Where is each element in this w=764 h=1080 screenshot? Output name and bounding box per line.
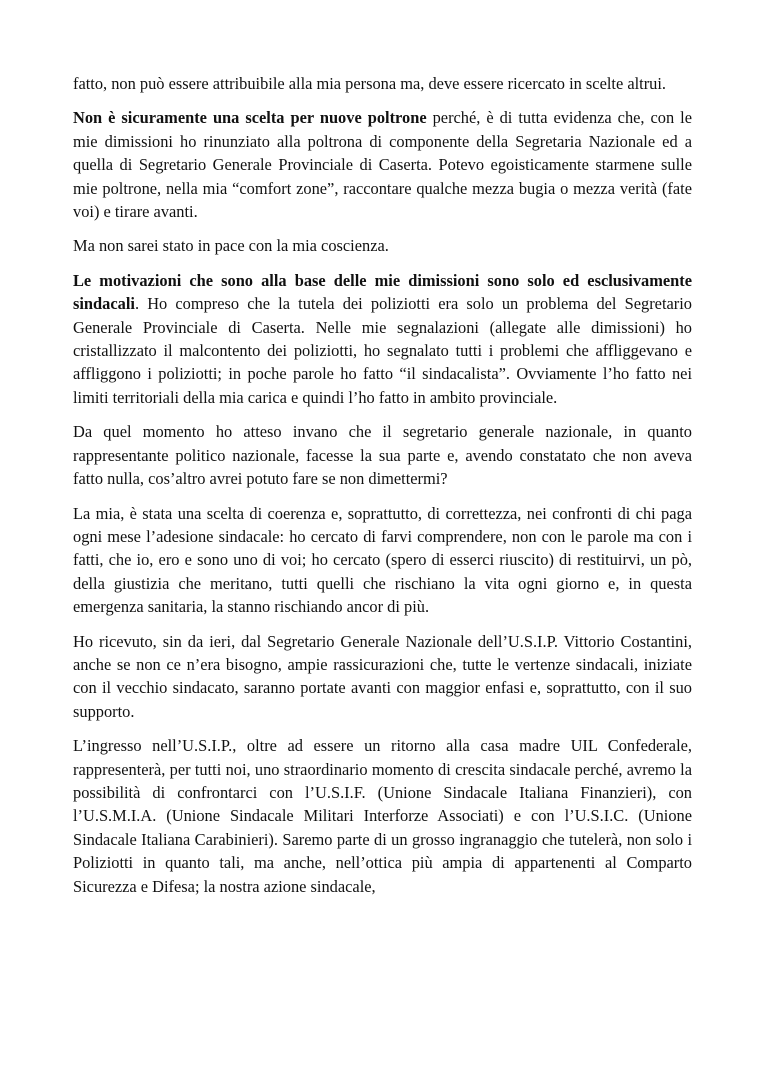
- paragraph-text: L’ingresso nell’U.S.I.P., oltre ad essere un ritorno alla casa madre UIL Confederale, rappresenterà, per tutti noi, uno straordinario momento di crescita sindacale perché, avremo la possibilità di confrontarci con l’U.S.I.F. (Unione Sindacale Italiana Finanzieri), con l’U.S.M.I.A. (Unione Sindacale Militari Interforze Associati) e con l’U.S.I.C. (Unione Sindacale Italiana Carabinieri). Saremo parte di un grosso ingranaggio che tutelerà, non solo i Poliziotti in quanto tali, ma anche, nell’ottica più ampia di appartenenti al Comparto Sicurezza e Difesa; la nostra azione sindacale,: [73, 736, 692, 896]
- paragraph-4: [73, 269, 692, 409]
- paragraph-6: [73, 502, 692, 619]
- paragraph-7: [73, 630, 692, 724]
- paragraph-text: perché, è di tutta evidenza che, con le mie dimissioni ho rinunziato alla poltrona di componente della Segretaria Nazionale ed a quella di Segretario Generale Provinciale di Caserta. Potevo egoisticamente starmene sulle mie poltrone, nella mia “comfort zone”, raccontare qualche mezza bugia o mezza verità (fate voi) e tirare avanti.: [73, 108, 692, 222]
- paragraph-3: [73, 234, 692, 257]
- paragraph-5: [73, 420, 692, 490]
- paragraph-text: La mia, è stata una scelta di coerenza e, soprattutto, di correttezza, nei confronti di chi paga ogni mese l’adesione sindacale: ho cercato di farvi comprendere, non con le parole ma con i fatti, che io, ero e sono uno di voi; ho cercato (spero di esserci riuscito) di restituirvi, un pò, della giustizia che meritano, tutti quelli che rischiano la vita ogni giorno e, in questa emergenza sanitaria, la stanno rischiando ancor di più.: [73, 503, 692, 617]
- paragraph-text: Da quel momento ho atteso invano che il segretario generale nazionale, in quanto rappresentante politico nazionale, facesse la sua parte e, avendo constatato che non aveva fatto nulla, cos’altro avrei potuto fare se non dimettermi?: [73, 422, 692, 489]
- paragraph-text: . Ho compreso che la tutela dei poliziotti era solo un problema del Segretario Generale Provinciale di Caserta. Nelle mie segnalazioni (allegate alle dimissioni) ho cristallizzato il malcontento dei poliziotti, ho segnalato tutti i problemi che affliggevano e affliggono i poliziotti; in poche parole ho fatto “il sindacalista”. Ovviamente l’ho fatto nei limiti territoriali della mia carica e quindi l’ho fatto in ambito provinciale.: [73, 294, 692, 407]
- paragraph-text: Ho ricevuto, sin da ieri, dal Segretario Generale Nazionale dell’U.S.I.P. Vittorio Costantini, anche se non ce n’era bisogno, ampie rassicurazioni che, tutte le vertenze sindacali, iniziate con il vecchio sindacato, saranno portate avanti con maggior enfasi e, soprattutto, con il suo supporto.: [73, 631, 692, 721]
- paragraph-1: [73, 72, 692, 95]
- paragraph-text: fatto, non può essere attribuibile alla mia persona ma, deve essere ricercato in scelte altrui.: [73, 74, 667, 93]
- body-text: [73, 72, 692, 909]
- paragraph-2: [73, 106, 692, 223]
- paragraph-text: Ma non sarei stato in pace con la mia coscienza.: [73, 236, 389, 256]
- bold-lead: Non è sicuramente una scelta per nuove poltrone: [73, 108, 427, 128]
- bold-lead: Le motivazioni che sono alla base delle mie dimissioni sono solo ed esclusivamente sindacali: [73, 270, 692, 314]
- paragraph-8: [73, 734, 692, 898]
